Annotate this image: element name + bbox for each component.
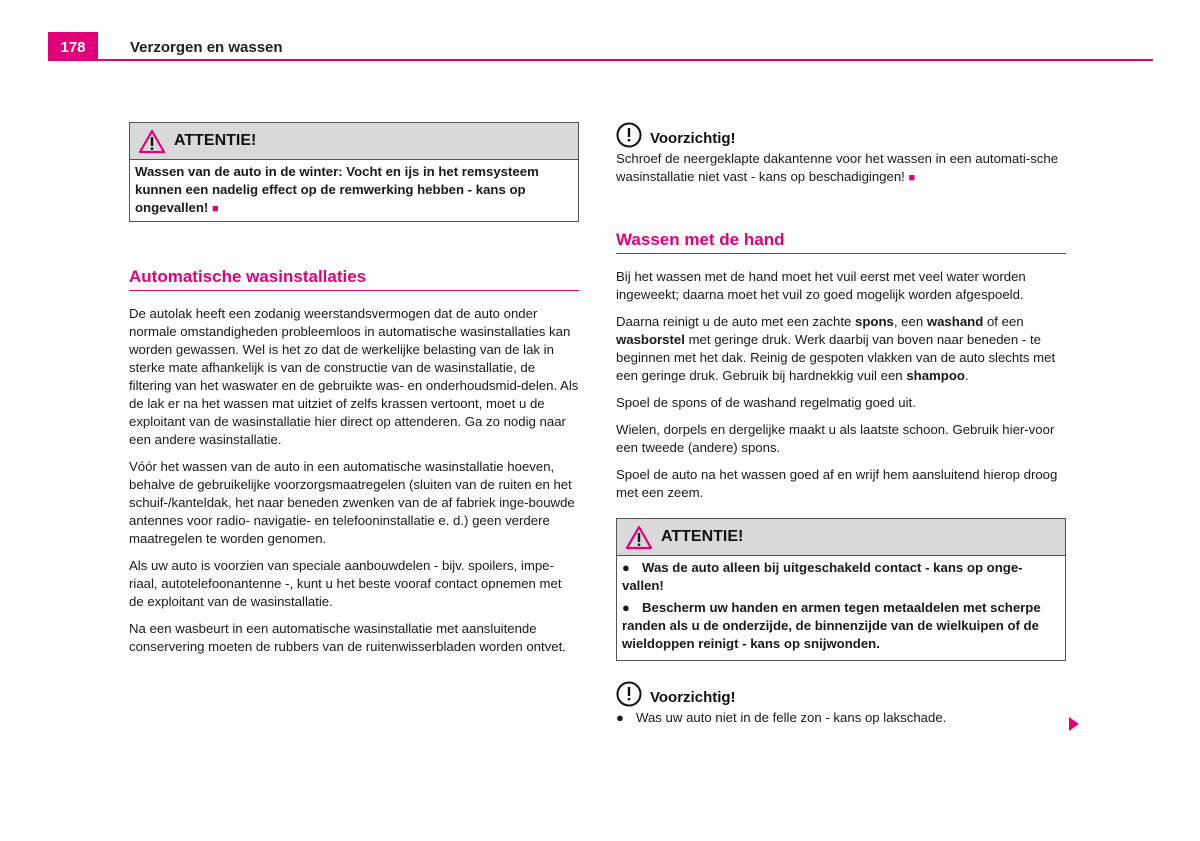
caution-text-content: Schroef de neergeklapte dakantenne voor het wassen in een automati-sche wasinstallatie niet vast - kans op beschadigingen! bbox=[616, 151, 1059, 184]
caution-item-text: Was uw auto niet in de felle zon - kans op lakschade. bbox=[636, 710, 947, 725]
paragraph: Als uw auto is voorzien van speciale aanbouwdelen - bijv. spoilers, impe-riaal, autotelefoonantenne -, kunt u het beste vooraf contact opnemen met de exploitant van de wasinstallatie. bbox=[129, 558, 562, 609]
warning-header bbox=[617, 519, 1065, 556]
warning-body bbox=[617, 556, 1065, 660]
warning-box-winter bbox=[129, 122, 579, 222]
exclamation-circle-icon bbox=[616, 122, 642, 148]
warning-triangle-icon bbox=[625, 525, 653, 550]
paragraph: Spoel de auto na het wassen goed af en wrijf hem aansluitend hierop droog met een zeem. bbox=[616, 467, 1058, 500]
text: met geringe druk. Werk daarbij van boven naar beneden - te beginnen met het dak. Reinig de gespoten vlakken van de auto slechts met een geringe druk. Gebruik bij hardnekkig vuil een bbox=[616, 332, 1056, 383]
warning-title: ATTENTIE! bbox=[174, 132, 257, 149]
caution-header bbox=[616, 122, 1066, 148]
term-shampoo: shampoo bbox=[906, 368, 965, 383]
section-heading-hand: Wassen met de hand bbox=[616, 231, 1066, 254]
end-mark: ■ bbox=[908, 172, 916, 184]
paragraph: Vóór het wassen van de auto in een automatische wasinstallatie hoeven, behalve de gebruikelijke voorzorgsmaatregelen (sluiten van de ruiten en het schuif-/kanteldak, het naar beneden zwenken van de af fabriek inge-bouwde antennes voor radio- navigatie- en telefooninstallatie e. d.) geen verdere maatregelen te worden genomen. bbox=[129, 459, 575, 546]
chapter-title: Verzorgen en wassen bbox=[130, 39, 283, 56]
end-mark: ■ bbox=[211, 203, 219, 215]
caution-item bbox=[616, 709, 1066, 727]
bullet-icon: ● bbox=[616, 710, 624, 725]
page-number: 178 bbox=[48, 32, 98, 60]
exclamation-circle-icon bbox=[616, 681, 642, 707]
warning-header bbox=[130, 123, 578, 160]
continue-arrow-icon bbox=[1068, 716, 1080, 732]
bullet-icon: ● bbox=[622, 600, 630, 615]
text: . bbox=[964, 368, 969, 383]
warning-box-hand bbox=[616, 518, 1066, 661]
caution-title: Voorzichtig! bbox=[650, 689, 736, 706]
warning-text: Wassen van de auto in de winter: Vocht en ijs in het remsysteem kunnen een nadelig effect op de remwerking hebben - kans op ongevallen! bbox=[135, 164, 539, 215]
bullet-icon: ● bbox=[622, 560, 630, 575]
paragraph: Na een wasbeurt in een automatische wasinstallatie met aansluitende conservering moeten de rubbers van de ruitenwisserbladen worden ontvet. bbox=[129, 621, 566, 654]
text: Daarna reinigt u de auto met een zachte bbox=[616, 314, 855, 329]
caution-text bbox=[616, 150, 1066, 187]
section-heading-automatische: Automatische wasinstallaties bbox=[129, 268, 579, 291]
text: of een bbox=[983, 314, 1024, 329]
term-spons: spons bbox=[855, 314, 894, 329]
paragraph: Bij het wassen met de hand moet het vuil eerst met veel water worden ingeweekt; daarna moet het vuil zo goed mogelijk worden afgespoeld. bbox=[616, 269, 1026, 302]
warning-item bbox=[622, 599, 1060, 653]
paragraph: De autolak heeft een zodanig weerstandsvermogen dat de auto onder normale omstandigheden probleemloos in automatische wasinstallaties kan worden gewassen. Wel is het zo dat de werkelijke belasting van de lak in sterke mate afhankelijk is van de constructie van de wasinstallatie, de filtering van het waswater en de gebruikte was- en onderhoudsmid-delen. Als de lak er na het wassen mat uitziet of zelfs krassen vertoont, moet u de exploitant van de wasinstallatie hier direct op attenderen. Ga zo nodig naar een andere wasinstallatie. bbox=[129, 306, 579, 447]
header-rule bbox=[48, 59, 1153, 61]
term-wasborstel: wasborstel bbox=[616, 332, 685, 347]
paragraph: Wielen, dorpels en dergelijke maakt u als laatste schoon. Gebruik hier-voor een tweede (andere) spons. bbox=[616, 422, 1055, 455]
caution-title: Voorzichtig! bbox=[650, 130, 736, 147]
paragraph: Spoel de spons of de washand regelmatig goed uit. bbox=[616, 395, 916, 410]
paragraph-tools bbox=[616, 313, 1066, 385]
warning-item-text: Was de auto alleen bij uitgeschakeld contact - kans op onge-vallen! bbox=[622, 560, 1023, 593]
text: , een bbox=[893, 314, 927, 329]
term-washand: washand bbox=[926, 314, 984, 329]
caution-header bbox=[616, 681, 1066, 707]
warning-title: ATTENTIE! bbox=[661, 528, 744, 545]
right-column bbox=[616, 122, 1066, 727]
left-column bbox=[129, 122, 579, 665]
warning-body bbox=[130, 160, 578, 221]
warning-item bbox=[622, 559, 1060, 595]
warning-triangle-icon bbox=[138, 129, 166, 154]
warning-item-text: Bescherm uw handen en armen tegen metaaldelen met scherpe randen als u de onderzijde, de binnenzijde van de wielkuipen of de wieldoppen reinigt - kans op snijwonden. bbox=[622, 600, 1041, 651]
